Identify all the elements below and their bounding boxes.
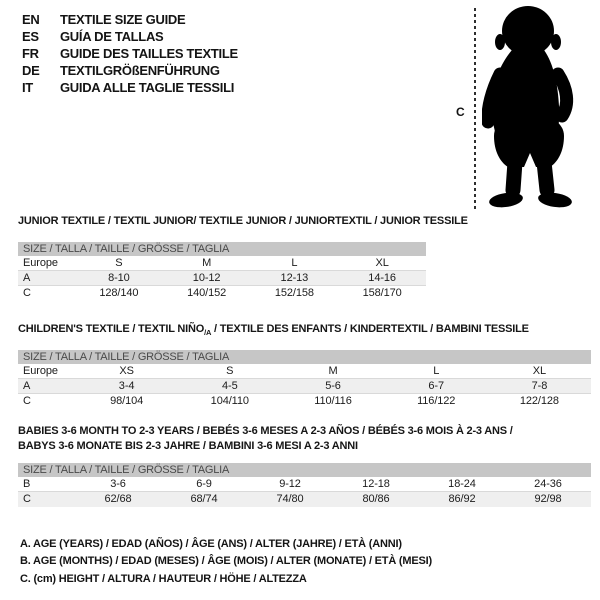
language-title: TEXTILE SIZE GUIDE — [60, 12, 186, 27]
size-header-bar: SIZE / TALLA / TAILLE / GRÖSSE / TAGLIA — [18, 242, 426, 256]
size-cell: 3-6 — [110, 478, 126, 490]
size-cell: 122/128 — [519, 395, 559, 408]
size-cell: 24-36 — [534, 478, 562, 490]
babies-size-table — [18, 463, 591, 507]
size-cell: 12-18 — [362, 478, 390, 490]
size-cell: 18-24 — [448, 478, 476, 490]
size-cell: 116/122 — [417, 395, 456, 408]
table-title-segment: BABYS 3-6 MONATE BIS 2-3 JAHRE / BAMBINI 3-6 MESI A 2-3 ANNI — [18, 440, 358, 452]
language-row — [22, 45, 238, 62]
size-header-bar: SIZE / TALLA / TAILLE / GRÖSSE / TAGLIA — [18, 350, 591, 364]
size-cell: M — [328, 365, 338, 378]
babies-table-title — [18, 424, 591, 454]
height-measure-label: C — [456, 105, 465, 119]
children-table-title — [18, 322, 591, 340]
size-cell: 98/104 — [110, 395, 144, 408]
size-cell: 8-10 — [108, 272, 130, 284]
children-textile-section — [18, 322, 591, 409]
size-cell: XL — [532, 365, 547, 378]
table-row — [18, 492, 591, 507]
size-cell: 128/140 — [99, 287, 139, 299]
size-cell: 152/158 — [274, 287, 314, 299]
language-title: GUIDA ALLE TAGLIE TESSILI — [60, 80, 235, 95]
size-cell: S — [226, 365, 234, 378]
language-code: ES — [22, 29, 39, 44]
size-cell: 12-13 — [280, 272, 309, 284]
row-label: C — [23, 395, 31, 408]
size-cell: 92/98 — [534, 493, 562, 505]
size-cell: 86/92 — [448, 493, 476, 505]
baby-silhouette — [482, 4, 578, 212]
size-header-bar: SIZE / TALLA / TAILLE / GRÖSSE / TAGLIA — [18, 463, 591, 477]
table-row — [18, 271, 426, 286]
table-row — [18, 286, 426, 301]
size-cell: 140/152 — [187, 287, 227, 299]
language-row — [22, 79, 238, 96]
size-cell: XL — [375, 257, 389, 269]
row-label: C — [23, 493, 31, 505]
row-label: C — [23, 287, 31, 299]
language-code: IT — [22, 80, 33, 95]
row-label: Europe — [23, 365, 58, 378]
language-title: TEXTILGRÖßENFÜHRUNG — [60, 63, 220, 78]
table-title-line — [18, 439, 591, 454]
size-cell: L — [291, 257, 298, 269]
table-title-segment: /A — [204, 328, 212, 338]
footnote-line: B. AGE (MONTHS) / EDAD (MESES) / ÂGE (MOIS) / ALTER (MONATE) / ETÀ (MESI) — [20, 555, 432, 568]
size-cell: 68/74 — [190, 493, 218, 505]
children-size-table — [18, 350, 591, 409]
table-title-segment: JUNIOR TEXTILE / TEXTIL JUNIOR/ TEXTILE JUNIOR / JUNIORTEXTIL / JUNIOR TESSILE — [18, 215, 468, 227]
table-title-line — [18, 322, 591, 340]
language-code: DE — [22, 63, 40, 78]
table-title-line — [18, 214, 468, 229]
table-row — [18, 394, 591, 409]
language-title: GUÍA DE TALLAS — [60, 29, 164, 44]
size-cell: 10-12 — [192, 272, 221, 284]
size-cell: L — [433, 365, 440, 378]
row-label: A — [23, 272, 31, 284]
measure-key-footnotes — [20, 536, 432, 588]
babies-textile-section — [18, 424, 591, 507]
size-cell: 5-6 — [325, 380, 341, 393]
size-cell: 6-9 — [196, 478, 212, 490]
height-measure-dashed-line — [474, 8, 476, 210]
table-row — [18, 256, 426, 271]
row-label: A — [23, 380, 31, 393]
table-title-segment: / TEXTILE DES ENFANTS / KINDERTEXTIL / BAMBINI TESSILE — [211, 323, 529, 335]
size-cell: XS — [119, 365, 134, 378]
size-cell: 6-7 — [428, 380, 445, 393]
footnote-line: C. (cm) HEIGHT / ALTURA / HAUTEUR / HÖHE / ALTEZZA — [20, 572, 307, 585]
language-title: GUIDE DES TAILLES TEXTILE — [60, 46, 238, 61]
size-cell: 14-16 — [368, 272, 396, 284]
language-code: FR — [22, 46, 39, 61]
row-label: B — [23, 478, 31, 490]
language-title-list — [22, 11, 238, 96]
table-row — [18, 364, 591, 379]
size-cell: 158/170 — [362, 287, 402, 299]
junior-table-title — [18, 214, 468, 229]
language-row — [22, 11, 238, 28]
size-cell: 9-12 — [279, 478, 301, 490]
size-cell: 7-8 — [531, 380, 548, 393]
footnote-line: A. AGE (YEARS) / EDAD (AÑOS) / ÂGE (ANS) / ALTER (JAHRE) / ETÀ (ANNI) — [20, 538, 402, 550]
language-code: EN — [22, 12, 40, 27]
table-title-line — [18, 424, 591, 439]
size-cell: 4-5 — [222, 380, 238, 393]
junior-textile-section — [18, 214, 468, 301]
size-cell: 74/80 — [276, 493, 304, 505]
size-cell: M — [202, 257, 212, 269]
table-row — [18, 477, 591, 492]
size-cell: 104/110 — [210, 395, 249, 408]
size-cell: 62/68 — [104, 493, 132, 505]
table-title-segment: CHILDREN'S TEXTILE / TEXTIL NIÑO — [18, 323, 205, 335]
table-title-segment: BABIES 3-6 MONTH TO 2-3 YEARS / BEBÉS 3-6 MESES A 2-3 AÑOS / BÉBÉS 3-6 MOIS À 2-3 ANS / — [18, 425, 513, 437]
size-cell: 110/116 — [314, 395, 352, 408]
size-cell: 3-4 — [118, 380, 135, 393]
size-cell: S — [115, 257, 123, 269]
table-row — [18, 379, 591, 394]
row-label: Europe — [23, 257, 58, 269]
language-row — [22, 62, 238, 79]
junior-size-table — [18, 242, 426, 301]
size-cell: 80/86 — [362, 493, 390, 505]
language-row — [22, 28, 238, 45]
